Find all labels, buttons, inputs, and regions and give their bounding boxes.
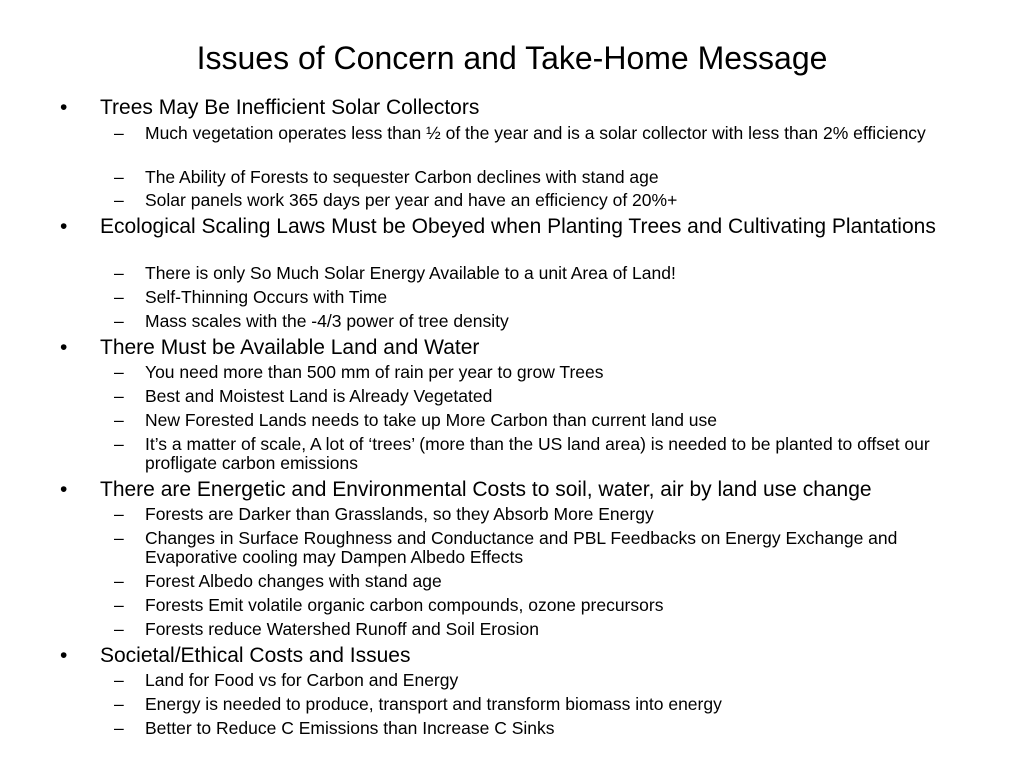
dash-icon: – (114, 287, 124, 307)
dash-icon: – (114, 504, 124, 524)
dash-icon: – (114, 386, 124, 406)
bullet-icon: • (60, 96, 68, 119)
dash-icon: – (114, 434, 124, 454)
dash-icon: – (114, 311, 124, 331)
dash-icon: – (114, 718, 124, 738)
dash-icon: – (114, 595, 124, 615)
dash-icon: – (114, 670, 124, 690)
dash-icon: – (114, 167, 124, 187)
dash-icon: – (114, 410, 124, 430)
dash-icon: – (114, 362, 124, 382)
dash-icon: – (114, 123, 124, 143)
dash-icon: – (114, 571, 124, 591)
dash-icon: – (114, 263, 124, 283)
bullet-icon: • (60, 336, 68, 359)
dash-icon: – (114, 694, 124, 714)
dash-icon: – (114, 190, 124, 210)
dash-icon: – (114, 619, 124, 639)
bullet-icon: • (60, 478, 68, 501)
bullet-icon: • (60, 215, 68, 238)
slide-title: Issues of Concern and Take-Home Message (196, 40, 828, 76)
bullet-icon: • (60, 644, 68, 667)
dash-icon: – (114, 528, 124, 548)
